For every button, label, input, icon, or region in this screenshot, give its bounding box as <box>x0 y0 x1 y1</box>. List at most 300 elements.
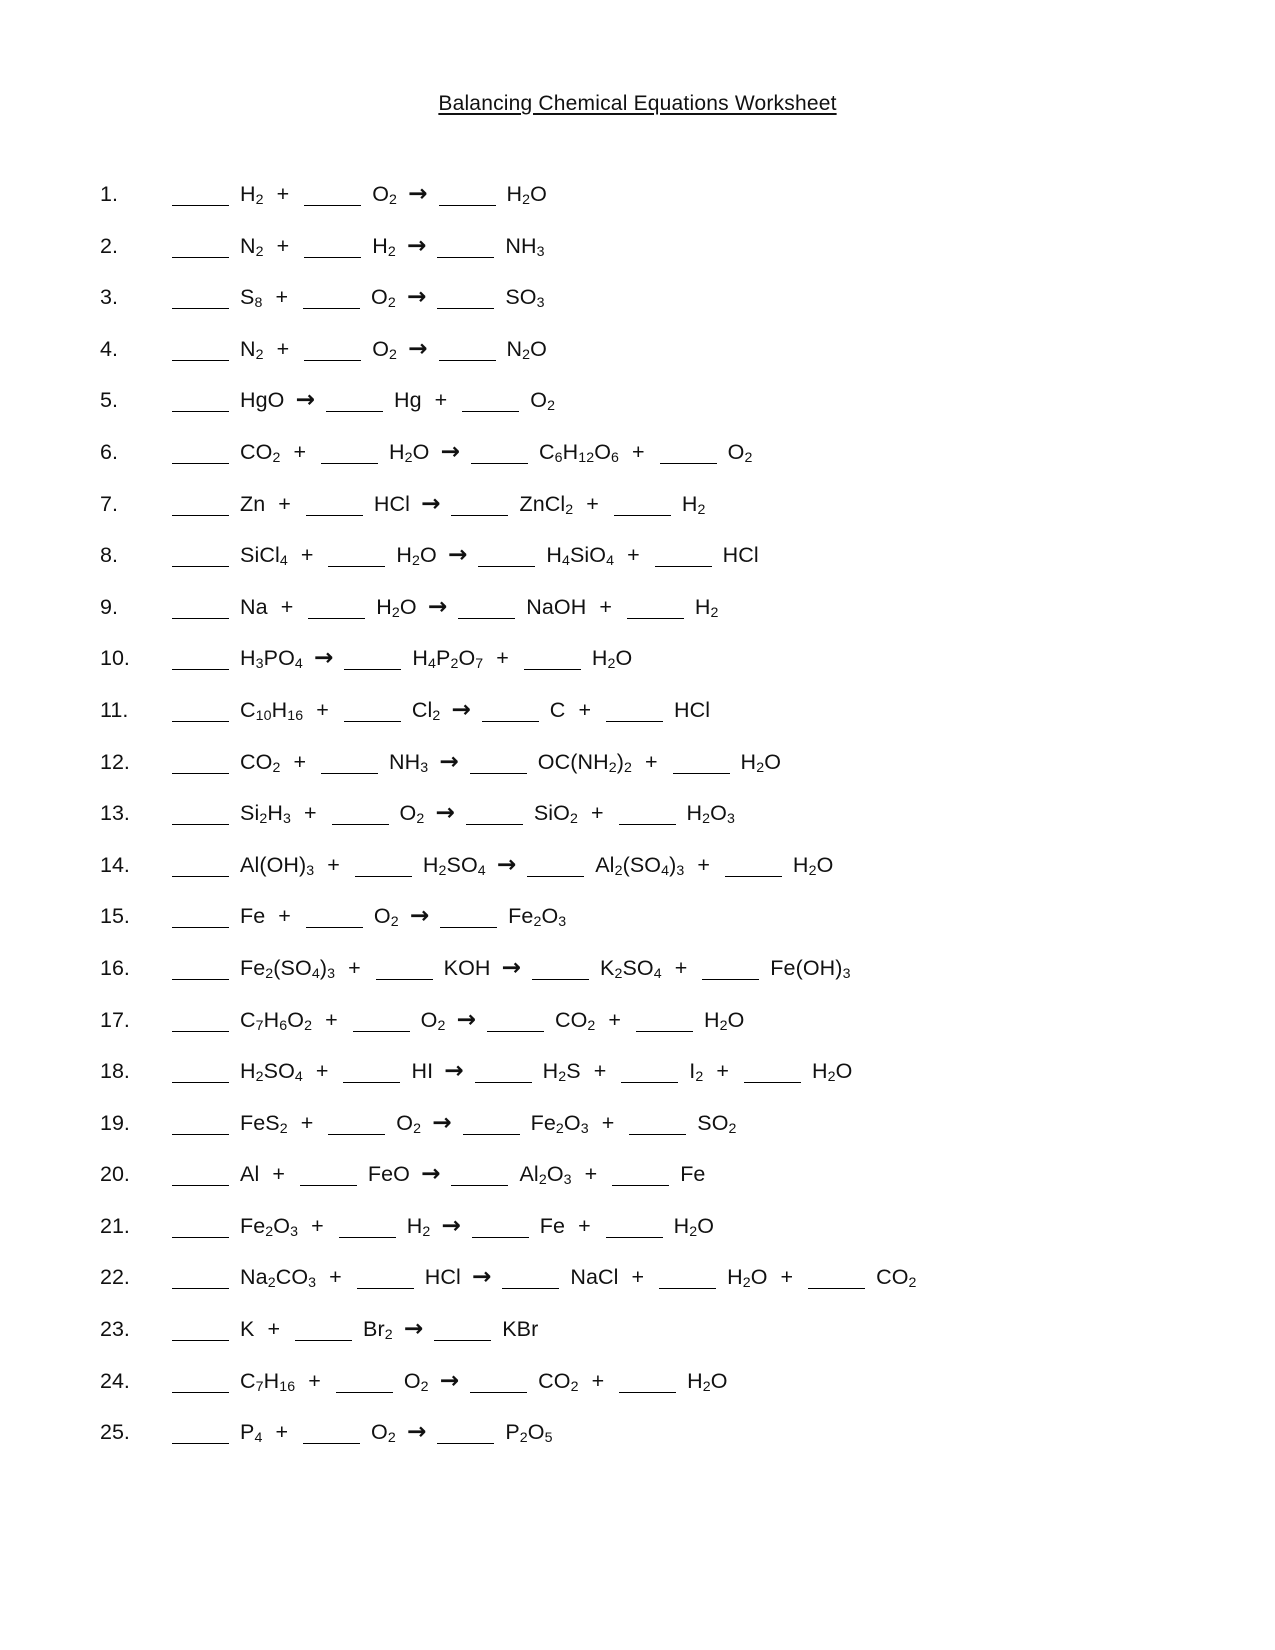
chemical-formula: $O_2$ <box>420 1007 446 1034</box>
formula-subscript: 2 <box>384 1327 393 1344</box>
coefficient-blank <box>295 1340 352 1341</box>
formula-subscript: 2 <box>387 1430 396 1447</box>
arrow-icon: → <box>427 592 448 620</box>
coefficient-blank <box>172 205 229 206</box>
arrow-icon: → <box>421 1160 441 1188</box>
coefficient-blank <box>614 515 671 516</box>
formula-subscript: 10 <box>255 708 272 725</box>
coefficient-blank <box>725 876 782 877</box>
formula-subscript: 2 <box>387 295 396 312</box>
coefficient-blank <box>172 1185 229 1186</box>
arrow-icon: → <box>440 437 460 465</box>
plus-sign: + <box>311 1213 324 1238</box>
formula-subscript: 4 <box>477 862 486 879</box>
formula-subscript: 2 <box>389 192 398 209</box>
formula-subscript: 2 <box>387 243 396 260</box>
chemical-formula: $O_2$ <box>530 388 556 415</box>
chemical-formula: $H_2O$ <box>506 182 547 209</box>
coefficient-blank <box>172 618 229 619</box>
plus-sign: + <box>348 955 361 980</box>
coefficient-blank <box>655 566 712 567</box>
formula-subscript: 2 <box>450 656 459 673</box>
formula-subscript: 2 <box>265 966 274 983</box>
formula-subscript: 2 <box>569 811 578 828</box>
equation-row <box>0 1097 1275 1149</box>
equation-body <box>170 541 770 568</box>
coefficient-blank <box>303 308 360 309</box>
formula-subscript: 3 <box>290 1223 299 1240</box>
coefficient-blank <box>744 1082 801 1083</box>
formula-subscript: 2 <box>608 759 617 776</box>
chemical-formula: $C_7H_{16}$ <box>240 1368 296 1395</box>
formula-subscript: 4 <box>661 862 670 879</box>
chemical-formula: $O_2$ <box>372 336 398 363</box>
formula-subscript: 2 <box>570 1378 579 1395</box>
equation-number: 4. <box>100 336 118 361</box>
coefficient-blank <box>172 1340 229 1341</box>
equation-number: 25. <box>100 1420 130 1445</box>
coefficient-blank <box>172 1288 229 1289</box>
chemical-formula: $C_6H_{12}O_6$ <box>538 439 620 467</box>
chemical-formula: $P_4$ <box>240 1420 263 1447</box>
formula-subscript: 2 <box>614 966 623 983</box>
coefficient-blank <box>344 721 401 722</box>
arrow-icon: → <box>432 1108 452 1136</box>
plus-sign: + <box>578 1213 591 1238</box>
chemical-formula: $H_2O$ <box>727 1265 768 1292</box>
plus-sign: + <box>496 646 509 671</box>
chemical-formula: $N_2O$ <box>506 336 547 363</box>
coefficient-blank <box>172 308 229 309</box>
formula-subscript: 2 <box>420 1378 429 1395</box>
plus-sign: + <box>578 697 591 722</box>
equation-row <box>0 890 1275 942</box>
equation-number: 12. <box>100 749 130 774</box>
coefficient-blank <box>478 566 535 567</box>
equation-body <box>170 232 556 259</box>
coefficient-blank <box>343 1082 400 1083</box>
coefficient-blank <box>466 824 523 825</box>
coefficient-blank <box>437 308 494 309</box>
formula-subscript: 4 <box>606 553 615 570</box>
plus-sign: + <box>591 1368 605 1393</box>
equation-row <box>0 529 1275 581</box>
coefficient-blank <box>471 463 528 464</box>
coefficient-blank <box>673 773 730 774</box>
coefficient-blank <box>470 773 527 774</box>
chemical-formula: $CO_2$ <box>554 1007 596 1034</box>
equation-number: 9. <box>100 594 118 619</box>
equation-row <box>0 1200 1275 1252</box>
coefficient-blank <box>619 824 676 825</box>
chemical-formula: $H_2O$ <box>389 439 430 467</box>
chemical-formula: HI <box>411 1059 434 1084</box>
chemical-formula: $Al_2(SO_4)_3$ <box>595 852 685 879</box>
coefficient-blank <box>172 1443 229 1444</box>
chemical-formula: $Al(OH)_3$ <box>240 852 315 879</box>
plus-sign: + <box>278 491 291 516</box>
formula-subscript: 3 <box>255 656 264 673</box>
equation-row <box>0 1251 1275 1303</box>
equation-row <box>0 478 1275 530</box>
chemical-formula: HCl <box>373 491 410 516</box>
coefficient-blank <box>527 876 584 877</box>
formula-subscript: 2 <box>267 1275 276 1292</box>
coefficient-blank <box>702 979 759 980</box>
arrow-icon: → <box>409 902 430 930</box>
formula-subscript: 2 <box>558 1069 567 1086</box>
formula-subscript: 4 <box>294 656 303 673</box>
chemical-formula: Fe <box>539 1213 566 1238</box>
formula-subscript: 2 <box>390 914 399 931</box>
coefficient-blank <box>472 1237 529 1238</box>
plus-sign: + <box>674 955 688 980</box>
chemical-formula: $CO_2$ <box>876 1265 917 1292</box>
equation-number: 3. <box>100 285 118 310</box>
equation-row <box>0 1148 1275 1200</box>
coefficient-blank <box>344 669 401 670</box>
arrow-icon: → <box>441 1211 461 1239</box>
equation-body <box>170 1367 739 1394</box>
chemical-formula: $H_2$ <box>406 1213 431 1240</box>
formula-subscript: 2 <box>908 1275 917 1292</box>
page-title: Balancing Chemical Equations Worksheet <box>438 92 837 115</box>
coefficient-blank <box>172 1031 229 1032</box>
equation-body <box>170 954 862 981</box>
arrow-icon: → <box>439 747 459 775</box>
coefficient-blank <box>629 1134 686 1135</box>
formula-subscript: 12 <box>578 450 595 467</box>
formula-subscript: 2 <box>437 1017 446 1034</box>
plus-sign: + <box>697 852 710 877</box>
equation-body <box>170 748 792 775</box>
coefficient-blank <box>353 1031 410 1032</box>
formula-subscript: 2 <box>827 1069 836 1086</box>
equation-row <box>0 220 1275 272</box>
coefficient-blank <box>440 927 497 928</box>
chemical-formula: ZnCl$_2$ <box>519 491 574 518</box>
arrow-icon: → <box>421 489 441 517</box>
formula-subscript: 2 <box>587 1017 596 1034</box>
formula-subscript: 16 <box>287 708 304 725</box>
chemical-formula: $Fe_2O_3$ <box>530 1110 589 1137</box>
formula-subscript: 2 <box>413 1120 422 1137</box>
coefficient-blank <box>172 566 229 567</box>
coefficient-blank <box>357 1288 414 1289</box>
plus-sign: + <box>315 1059 329 1084</box>
coefficient-blank <box>172 411 229 412</box>
equation-number: 14. <box>100 852 130 877</box>
equation-body <box>170 490 716 517</box>
chemical-formula: $H_2O_3$ <box>686 801 735 828</box>
formula-subscript: 2 <box>756 759 765 776</box>
chemical-formula: $CO_2$ <box>538 1368 579 1395</box>
arrow-icon: → <box>456 1005 476 1033</box>
plus-sign: + <box>631 1265 645 1290</box>
equation-number: 18. <box>100 1059 130 1084</box>
formula-subscript: 2 <box>808 862 817 879</box>
chemical-formula: $O_2$ <box>399 801 425 828</box>
chemical-formula: KBr <box>502 1317 539 1342</box>
arrow-icon: → <box>447 541 468 569</box>
equation-list <box>0 168 1275 1458</box>
chemical-formula: $Fe(OH)_3$ <box>770 955 851 983</box>
chemical-formula: $O_2$ <box>371 285 396 312</box>
chemical-formula: $H_2O$ <box>792 852 834 879</box>
equation-number: 7. <box>100 491 118 516</box>
plus-sign: + <box>590 801 604 826</box>
formula-subscript: 2 <box>689 1223 698 1240</box>
equation-number: 16. <box>100 955 130 980</box>
equation-number: 5. <box>100 388 118 413</box>
chemical-formula: $NH_3$ <box>505 233 545 260</box>
formula-subscript: 2 <box>728 1120 737 1137</box>
equation-row <box>0 839 1275 891</box>
coefficient-blank <box>612 1185 669 1186</box>
chemical-formula: $H_2O$ <box>591 646 633 673</box>
chemical-formula: FeS$_2$ <box>240 1110 288 1137</box>
coefficient-blank <box>621 1082 678 1083</box>
equation-body <box>170 902 577 929</box>
chemical-formula: $H_2SO_4$ <box>240 1059 303 1086</box>
coefficient-blank <box>439 205 496 206</box>
formula-subscript: 6 <box>279 1017 288 1034</box>
coefficient-blank <box>321 463 378 464</box>
coefficient-blank <box>172 463 229 464</box>
chemical-formula: $N_2$ <box>240 336 264 363</box>
equation-row <box>0 736 1275 788</box>
chemical-formula: $H_2S$ <box>542 1059 581 1086</box>
chemical-formula: $O_2$ <box>372 182 398 209</box>
equation-row <box>0 1303 1275 1355</box>
plus-sign: + <box>716 1059 729 1084</box>
formula-subscript: 2 <box>391 604 400 621</box>
coefficient-blank <box>172 927 229 928</box>
chemical-formula: Na <box>240 594 268 619</box>
coefficient-blank <box>306 515 363 516</box>
formula-subscript: 3 <box>563 1172 572 1189</box>
arrow-icon: → <box>406 283 427 311</box>
coefficient-blank <box>355 876 412 877</box>
chemical-formula: HCl <box>424 1265 461 1290</box>
chemical-formula: Al <box>240 1162 260 1187</box>
equation-body <box>170 335 558 362</box>
arrow-icon: → <box>406 1418 427 1446</box>
plus-sign: + <box>601 1110 615 1135</box>
chemical-formula: $OC(NH_2)_2$ <box>537 749 632 776</box>
chemical-formula: $Si_2H_3$ <box>240 801 291 828</box>
equation-row <box>0 942 1275 994</box>
coefficient-blank <box>339 1237 396 1238</box>
coefficient-blank <box>434 1340 491 1341</box>
formula-subscript: 4 <box>311 966 320 983</box>
chemical-formula: KOH <box>443 955 491 980</box>
coefficient-blank <box>470 1392 527 1393</box>
chemical-formula: $H_2$ <box>372 233 396 260</box>
equation-body <box>170 1212 725 1239</box>
formula-subscript: 2 <box>547 398 556 415</box>
equation-number: 8. <box>100 543 118 568</box>
coefficient-blank <box>304 360 361 361</box>
formula-subscript: 2 <box>614 862 623 879</box>
chemical-formula: HCl <box>722 543 759 568</box>
plus-sign: + <box>593 1059 607 1084</box>
formula-subscript: 3 <box>308 1275 317 1292</box>
formula-subscript: 2 <box>255 192 264 209</box>
chemical-formula: $N_2$ <box>240 233 264 260</box>
equation-number: 21. <box>100 1213 130 1238</box>
equation-body <box>170 1315 549 1342</box>
plus-sign: + <box>308 1368 321 1393</box>
chemical-formula: $H_2$ <box>681 491 706 518</box>
formula-subscript: 8 <box>254 295 263 312</box>
formula-subscript: 2 <box>695 1069 704 1086</box>
formula-subscript: 4 <box>294 1069 303 1086</box>
plus-sign: + <box>272 1162 285 1187</box>
coefficient-blank <box>303 1443 360 1444</box>
formula-subscript: 3 <box>306 862 315 879</box>
coefficient-blank <box>463 1134 520 1135</box>
plus-sign: + <box>632 439 645 464</box>
arrow-icon: → <box>313 644 334 672</box>
arrow-icon: → <box>435 799 455 827</box>
formula-subscript: 4 <box>561 553 570 570</box>
coefficient-blank <box>462 411 519 412</box>
arrow-icon: → <box>471 1263 492 1291</box>
plus-sign: + <box>586 491 599 516</box>
chemical-formula: $H_2$ <box>240 182 264 209</box>
equation-body <box>170 1418 564 1445</box>
coefficient-blank <box>172 257 229 258</box>
arrow-icon: → <box>295 386 315 414</box>
chemical-formula: $SO_3$ <box>505 285 545 312</box>
chemical-formula: $C_{10}H_{16}$ <box>240 697 304 725</box>
formula-subscript: 2 <box>742 1275 751 1292</box>
coefficient-blank <box>304 205 361 206</box>
chemical-formula: HgO <box>240 388 285 413</box>
chemical-formula: $Al_2O_3$ <box>519 1162 572 1189</box>
equation-number: 13. <box>100 801 130 826</box>
chemical-formula: FeO <box>367 1162 411 1187</box>
plus-sign: + <box>267 1317 281 1342</box>
coefficient-blank <box>660 463 717 464</box>
equation-body <box>170 1057 863 1084</box>
coefficient-blank <box>458 618 515 619</box>
coefficient-blank <box>606 721 663 722</box>
equation-number: 15. <box>100 904 130 929</box>
plus-sign: + <box>329 1265 342 1290</box>
formula-subscript: 3 <box>842 966 851 983</box>
equation-number: 11. <box>100 697 129 722</box>
plus-sign: + <box>280 594 294 619</box>
formula-subscript: 2 <box>272 450 281 467</box>
chemical-formula: $SO_2$ <box>697 1110 737 1137</box>
formula-subscript: 2 <box>623 759 632 776</box>
formula-subscript: 2 <box>259 811 268 828</box>
coefficient-blank <box>321 773 378 774</box>
formula-subscript: 2 <box>522 192 531 209</box>
chemical-formula: K <box>240 1317 255 1342</box>
chemical-formula: $Cl_2$ <box>411 697 441 725</box>
formula-subscript: 2 <box>697 501 706 518</box>
coefficient-blank <box>475 1082 532 1083</box>
plus-sign: + <box>316 697 329 722</box>
chemical-formula: $O_2$ <box>396 1110 422 1137</box>
equation-row <box>0 632 1275 684</box>
formula-subscript: 3 <box>420 759 429 776</box>
chemical-formula: NaCl <box>570 1265 619 1290</box>
plus-sign: + <box>300 1110 314 1135</box>
chemical-formula: $H_2O$ <box>740 749 782 776</box>
formula-subscript: 2 <box>702 1378 711 1395</box>
formula-subscript: 2 <box>255 1069 264 1086</box>
plus-sign: + <box>293 749 307 774</box>
chemical-formula: Fe <box>680 1162 706 1187</box>
chemical-formula: $H_2O$ <box>376 594 417 621</box>
arrow-icon: → <box>408 180 428 207</box>
chemical-formula: Zn <box>240 491 266 516</box>
arrow-icon: → <box>451 695 471 723</box>
coefficient-blank <box>172 1134 229 1135</box>
formula-subscript: 7 <box>255 1017 264 1034</box>
coefficient-blank <box>606 1237 663 1238</box>
plus-sign: + <box>276 182 290 206</box>
coefficient-blank <box>451 515 508 516</box>
equation-number: 23. <box>100 1317 130 1342</box>
plus-sign: + <box>627 543 640 568</box>
chemical-formula: $S_8$ <box>240 285 263 312</box>
arrow-icon: → <box>408 334 428 362</box>
chemical-formula: $H_2O$ <box>396 543 437 570</box>
equation-number: 19. <box>100 1110 130 1135</box>
equation-number: 6. <box>100 439 118 464</box>
coefficient-blank <box>172 824 229 825</box>
formula-subscript: 6 <box>554 450 563 467</box>
coefficient-blank <box>451 1185 508 1186</box>
chemical-formula: $H_2O$ <box>703 1007 745 1034</box>
chemical-formula: $NH_3$ <box>389 749 429 776</box>
formula-subscript: 2 <box>565 501 574 518</box>
coefficient-blank <box>326 411 383 412</box>
coefficient-blank <box>172 1392 229 1393</box>
equation-body <box>170 1006 755 1033</box>
coefficient-blank <box>636 1031 693 1032</box>
equation-row <box>0 787 1275 839</box>
coefficient-blank <box>659 1288 716 1289</box>
equation-row <box>0 581 1275 633</box>
chemical-formula: $H_2O$ <box>673 1213 715 1240</box>
formula-subscript: 4 <box>279 553 288 570</box>
equation-row <box>0 426 1275 478</box>
plus-sign: + <box>644 749 658 774</box>
chemical-formula: $H_4SiO_4$ <box>546 543 615 570</box>
equation-number: 2. <box>100 233 118 258</box>
equation-body <box>170 1263 928 1290</box>
chemical-formula: NaOH <box>526 594 587 619</box>
chemical-formula: $O_2$ <box>371 1420 396 1447</box>
equation-row <box>0 323 1275 375</box>
equation-body <box>170 644 643 671</box>
coefficient-blank <box>328 566 385 567</box>
formula-subscript: 2 <box>438 862 447 879</box>
chemical-formula: C <box>549 697 566 722</box>
coefficient-blank <box>172 773 229 774</box>
chemical-formula: $C_7H_6O_2$ <box>240 1007 313 1034</box>
coefficient-blank <box>502 1288 559 1289</box>
coefficient-blank <box>300 1185 357 1186</box>
coefficient-blank <box>172 515 229 516</box>
formula-subscript: 2 <box>304 1017 313 1034</box>
